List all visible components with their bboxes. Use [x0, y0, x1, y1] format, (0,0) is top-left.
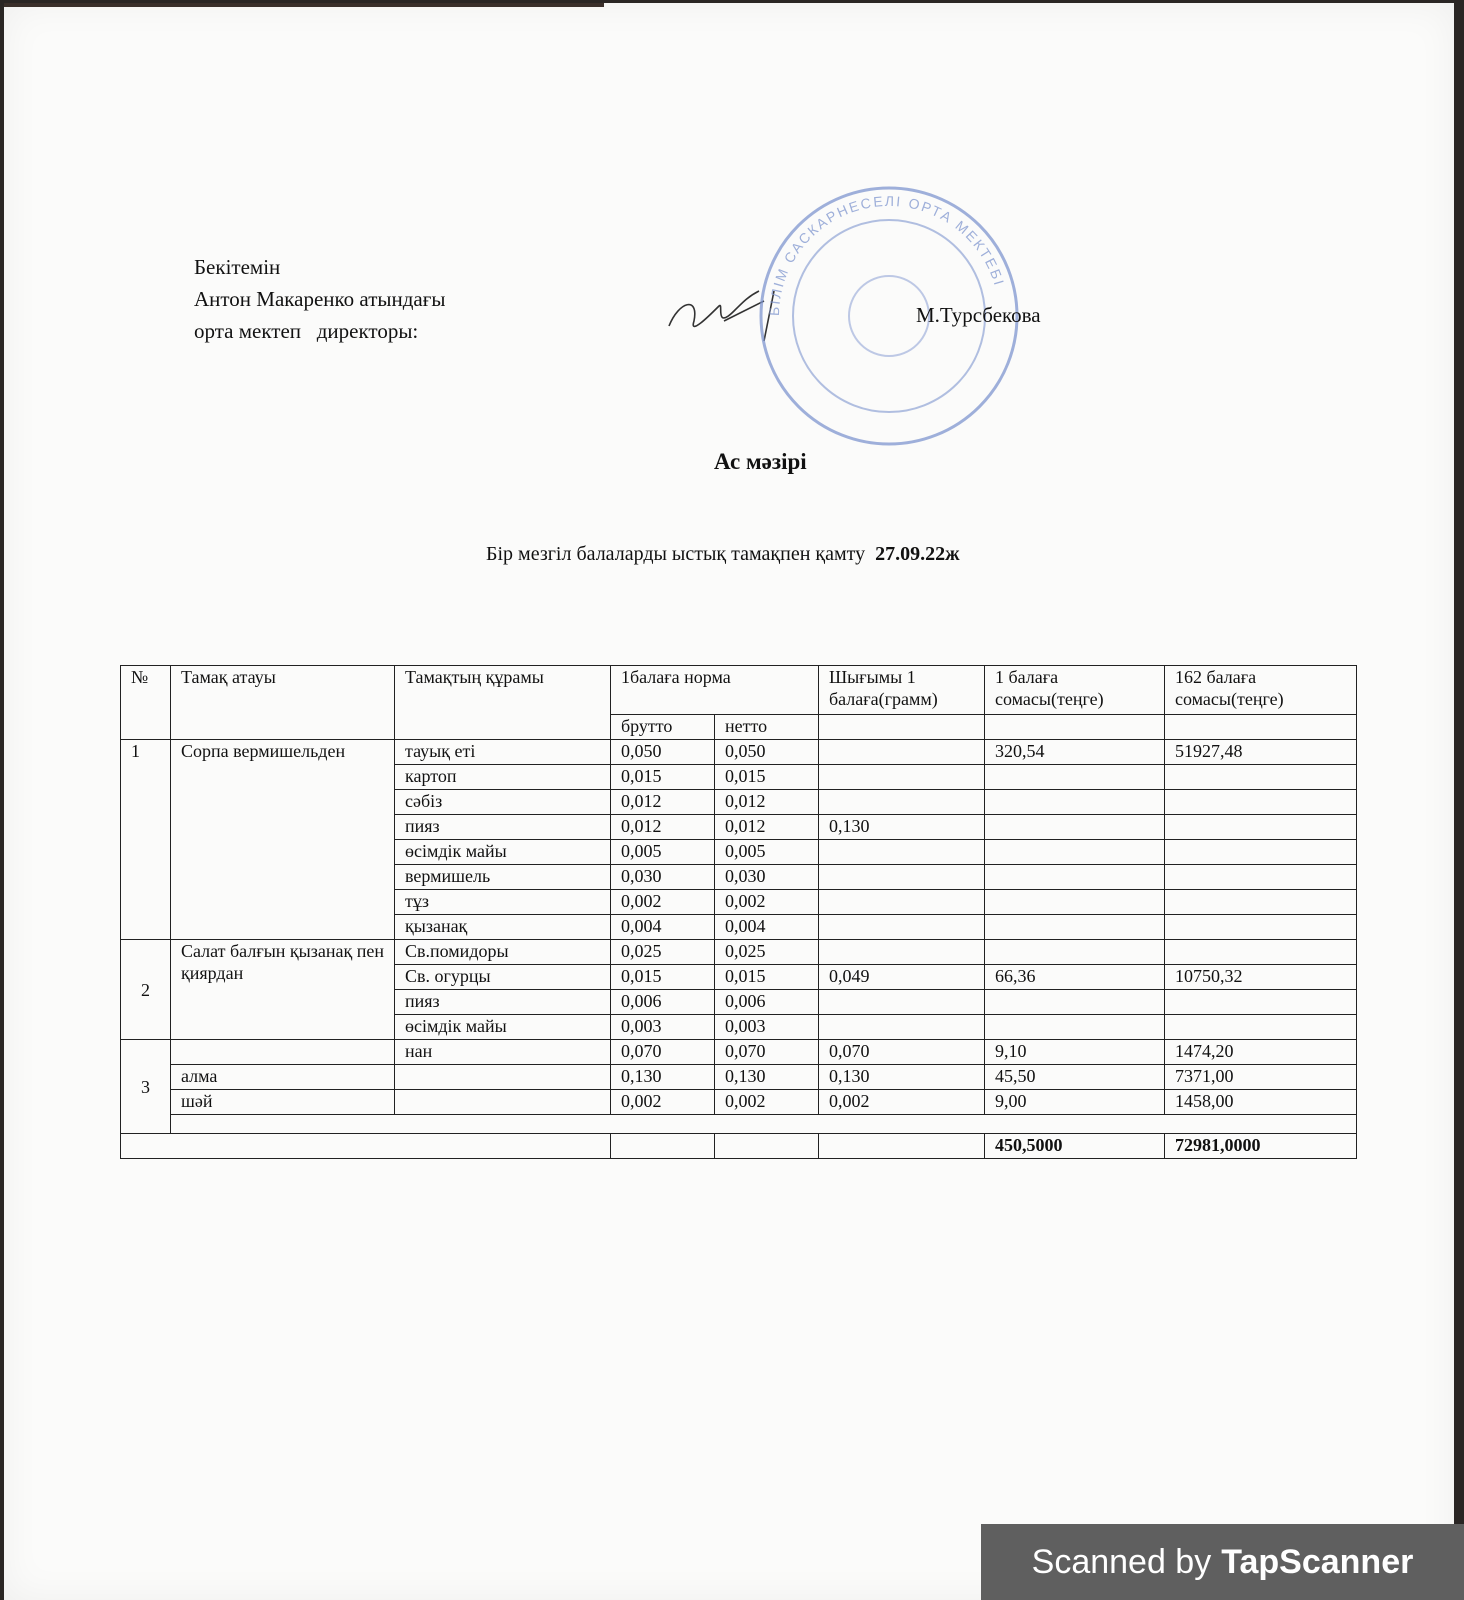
header-brutto: брутто	[611, 715, 715, 740]
consumption: 0,002	[819, 1090, 985, 1115]
empty-cell	[1165, 940, 1357, 965]
header-composition: Тамақтың құрамы	[395, 666, 611, 740]
netto: 0,012	[715, 790, 819, 815]
brutto: 0,003	[611, 1015, 715, 1040]
dish-name: Салат балғын қызанақ пен қиярдан	[171, 940, 395, 1040]
sum-one: 45,50	[985, 1065, 1165, 1090]
ingredient: Св. огурцы	[395, 965, 611, 990]
empty-cell	[1165, 815, 1357, 840]
document-page	[4, 3, 1454, 1600]
empty-cell	[985, 715, 1165, 740]
sum-all: 1474,20	[1165, 1040, 1357, 1065]
dish-num: 3	[121, 1040, 171, 1134]
approval-block	[194, 251, 445, 347]
page-subtitle	[486, 543, 960, 566]
netto: 0,012	[715, 815, 819, 840]
table-row	[121, 1115, 1357, 1134]
dish-num: 1	[121, 740, 171, 940]
empty-cell	[1165, 890, 1357, 915]
empty-cell	[611, 1134, 715, 1159]
empty-cell	[985, 840, 1165, 865]
approval-line-3: орта мектеп директоры:	[194, 319, 419, 343]
brutto: 0,002	[611, 890, 715, 915]
page-edge	[4, 3, 604, 7]
netto: 0,003	[715, 1015, 819, 1040]
sum-all: 7371,00	[1165, 1065, 1357, 1090]
ingredient: өсімдік майы	[395, 1015, 611, 1040]
empty-cell	[1165, 990, 1357, 1015]
empty-cell	[985, 990, 1165, 1015]
netto: 0,070	[715, 1040, 819, 1065]
brutto: 0,030	[611, 865, 715, 890]
empty-cell	[985, 790, 1165, 815]
netto: 0,004	[715, 915, 819, 940]
menu-date: 27.09.22ж	[875, 543, 960, 565]
brutto: 0,012	[611, 815, 715, 840]
empty-cell	[819, 865, 985, 890]
empty-cell	[1165, 865, 1357, 890]
ingredient: пияз	[395, 815, 611, 840]
empty-cell	[1165, 715, 1357, 740]
consumption: 0,130	[819, 1065, 985, 1090]
brutto: 0,070	[611, 1040, 715, 1065]
header-sum-all: 162 балаға сомасы(теңге)	[1165, 666, 1357, 715]
director-name: М.Турсбекова	[916, 303, 1041, 327]
watermark-prefix: Scanned by	[1031, 1542, 1212, 1581]
ingredient: картоп	[395, 765, 611, 790]
netto: 0,025	[715, 940, 819, 965]
consumption: 0,070	[819, 1040, 985, 1065]
sum-one: 9,00	[985, 1090, 1165, 1115]
sum-all: 10750,32	[1165, 965, 1357, 990]
sum-one: 66,36	[985, 965, 1165, 990]
empty-cell	[985, 1015, 1165, 1040]
empty-cell	[121, 1134, 611, 1159]
empty-cell	[819, 740, 985, 765]
sum-one: 9,10	[985, 1040, 1165, 1065]
netto: 0,002	[715, 890, 819, 915]
svg-text:БІЛІМ САСКАРНЕСЕЛІ ОРТА МЕКТЕБ: БІЛІМ САСКАРНЕСЕЛІ ОРТА МЕКТЕБІ	[765, 192, 1008, 317]
empty-cell	[819, 940, 985, 965]
header-consumption: Шығымы 1 балаға(грамм)	[819, 666, 985, 715]
netto: 0,005	[715, 840, 819, 865]
brutto: 0,005	[611, 840, 715, 865]
empty-cell	[819, 790, 985, 815]
header-norm: 1балаға норма	[611, 666, 819, 715]
ingredient: тұз	[395, 890, 611, 915]
header-sum-one: 1 балаға сомасы(теңге)	[985, 666, 1165, 715]
brutto: 0,006	[611, 990, 715, 1015]
netto: 0,130	[715, 1065, 819, 1090]
netto: 0,015	[715, 765, 819, 790]
empty-cell	[819, 715, 985, 740]
empty-cell	[819, 990, 985, 1015]
ingredient: вермишель	[395, 865, 611, 890]
brutto: 0,015	[611, 765, 715, 790]
brutto: 0,130	[611, 1065, 715, 1090]
empty-cell	[819, 840, 985, 865]
netto: 0,030	[715, 865, 819, 890]
netto: 0,006	[715, 990, 819, 1015]
ingredient: нан	[395, 1040, 611, 1065]
total-sum-all: 72981,0000	[1165, 1134, 1357, 1159]
approval-line-2: Антон Макаренко атындағы	[194, 287, 446, 311]
ingredient: Св.помидоры	[395, 940, 611, 965]
table-header-row	[121, 666, 1357, 715]
empty-cell	[819, 1015, 985, 1040]
ingredient: пияз	[395, 990, 611, 1015]
ingredient: тауық еті	[395, 740, 611, 765]
subtitle-text: Бір мезгіл балаларды ыстық тамақпен қамту	[486, 543, 866, 565]
empty-cell	[1165, 840, 1357, 865]
brutto: 0,050	[611, 740, 715, 765]
table-row	[121, 940, 1357, 965]
netto: 0,002	[715, 1090, 819, 1115]
ingredient: сәбіз	[395, 790, 611, 815]
sum-one: 320,54	[985, 740, 1165, 765]
consumption: 0,130	[819, 815, 985, 840]
scanner-watermark	[981, 1524, 1464, 1600]
empty-cell	[985, 940, 1165, 965]
dish-name: Сорпа вермишельден	[171, 740, 395, 940]
empty-cell	[1165, 790, 1357, 815]
empty-cell	[819, 765, 985, 790]
empty-cell	[985, 765, 1165, 790]
netto: 0,015	[715, 965, 819, 990]
header-netto: нетто	[715, 715, 819, 740]
netto: 0,050	[715, 740, 819, 765]
empty-cell	[171, 1115, 1357, 1134]
empty-cell	[1165, 1015, 1357, 1040]
ingredient: қызанақ	[395, 915, 611, 940]
brutto: 0,012	[611, 790, 715, 815]
total-row	[121, 1134, 1357, 1159]
empty-cell	[985, 815, 1165, 840]
dish-name: шәй	[171, 1090, 395, 1115]
approval-line-1: Бекітемін	[194, 255, 281, 279]
page-title: Ас мәзірі	[714, 449, 807, 474]
ingredient: өсімдік майы	[395, 840, 611, 865]
empty-cell	[715, 1134, 819, 1159]
empty-cell	[819, 1134, 985, 1159]
ingredient	[395, 1090, 611, 1115]
menu-table	[120, 665, 1357, 1159]
dish-name	[171, 1040, 395, 1065]
brutto: 0,002	[611, 1090, 715, 1115]
dish-name: алма	[171, 1065, 395, 1090]
table-row	[121, 740, 1357, 765]
sum-all: 1458,00	[1165, 1090, 1357, 1115]
empty-cell	[985, 890, 1165, 915]
header-dish: Тамақ атауы	[171, 666, 395, 740]
brutto: 0,025	[611, 940, 715, 965]
table-row	[121, 1090, 1357, 1115]
consumption: 0,049	[819, 965, 985, 990]
ingredient	[395, 1065, 611, 1090]
dish-num: 2	[121, 940, 171, 1040]
empty-cell	[1165, 765, 1357, 790]
empty-cell	[819, 890, 985, 915]
empty-cell	[985, 915, 1165, 940]
table-row	[121, 1065, 1357, 1090]
empty-cell	[1165, 915, 1357, 940]
total-sum-one: 450,5000	[985, 1134, 1165, 1159]
brutto: 0,004	[611, 915, 715, 940]
empty-cell	[985, 865, 1165, 890]
header-num: №	[121, 666, 171, 740]
brutto: 0,015	[611, 965, 715, 990]
watermark-brand: TapScanner	[1221, 1542, 1414, 1581]
empty-cell	[819, 915, 985, 940]
sum-all: 51927,48	[1165, 740, 1357, 765]
table-row	[121, 1040, 1357, 1065]
